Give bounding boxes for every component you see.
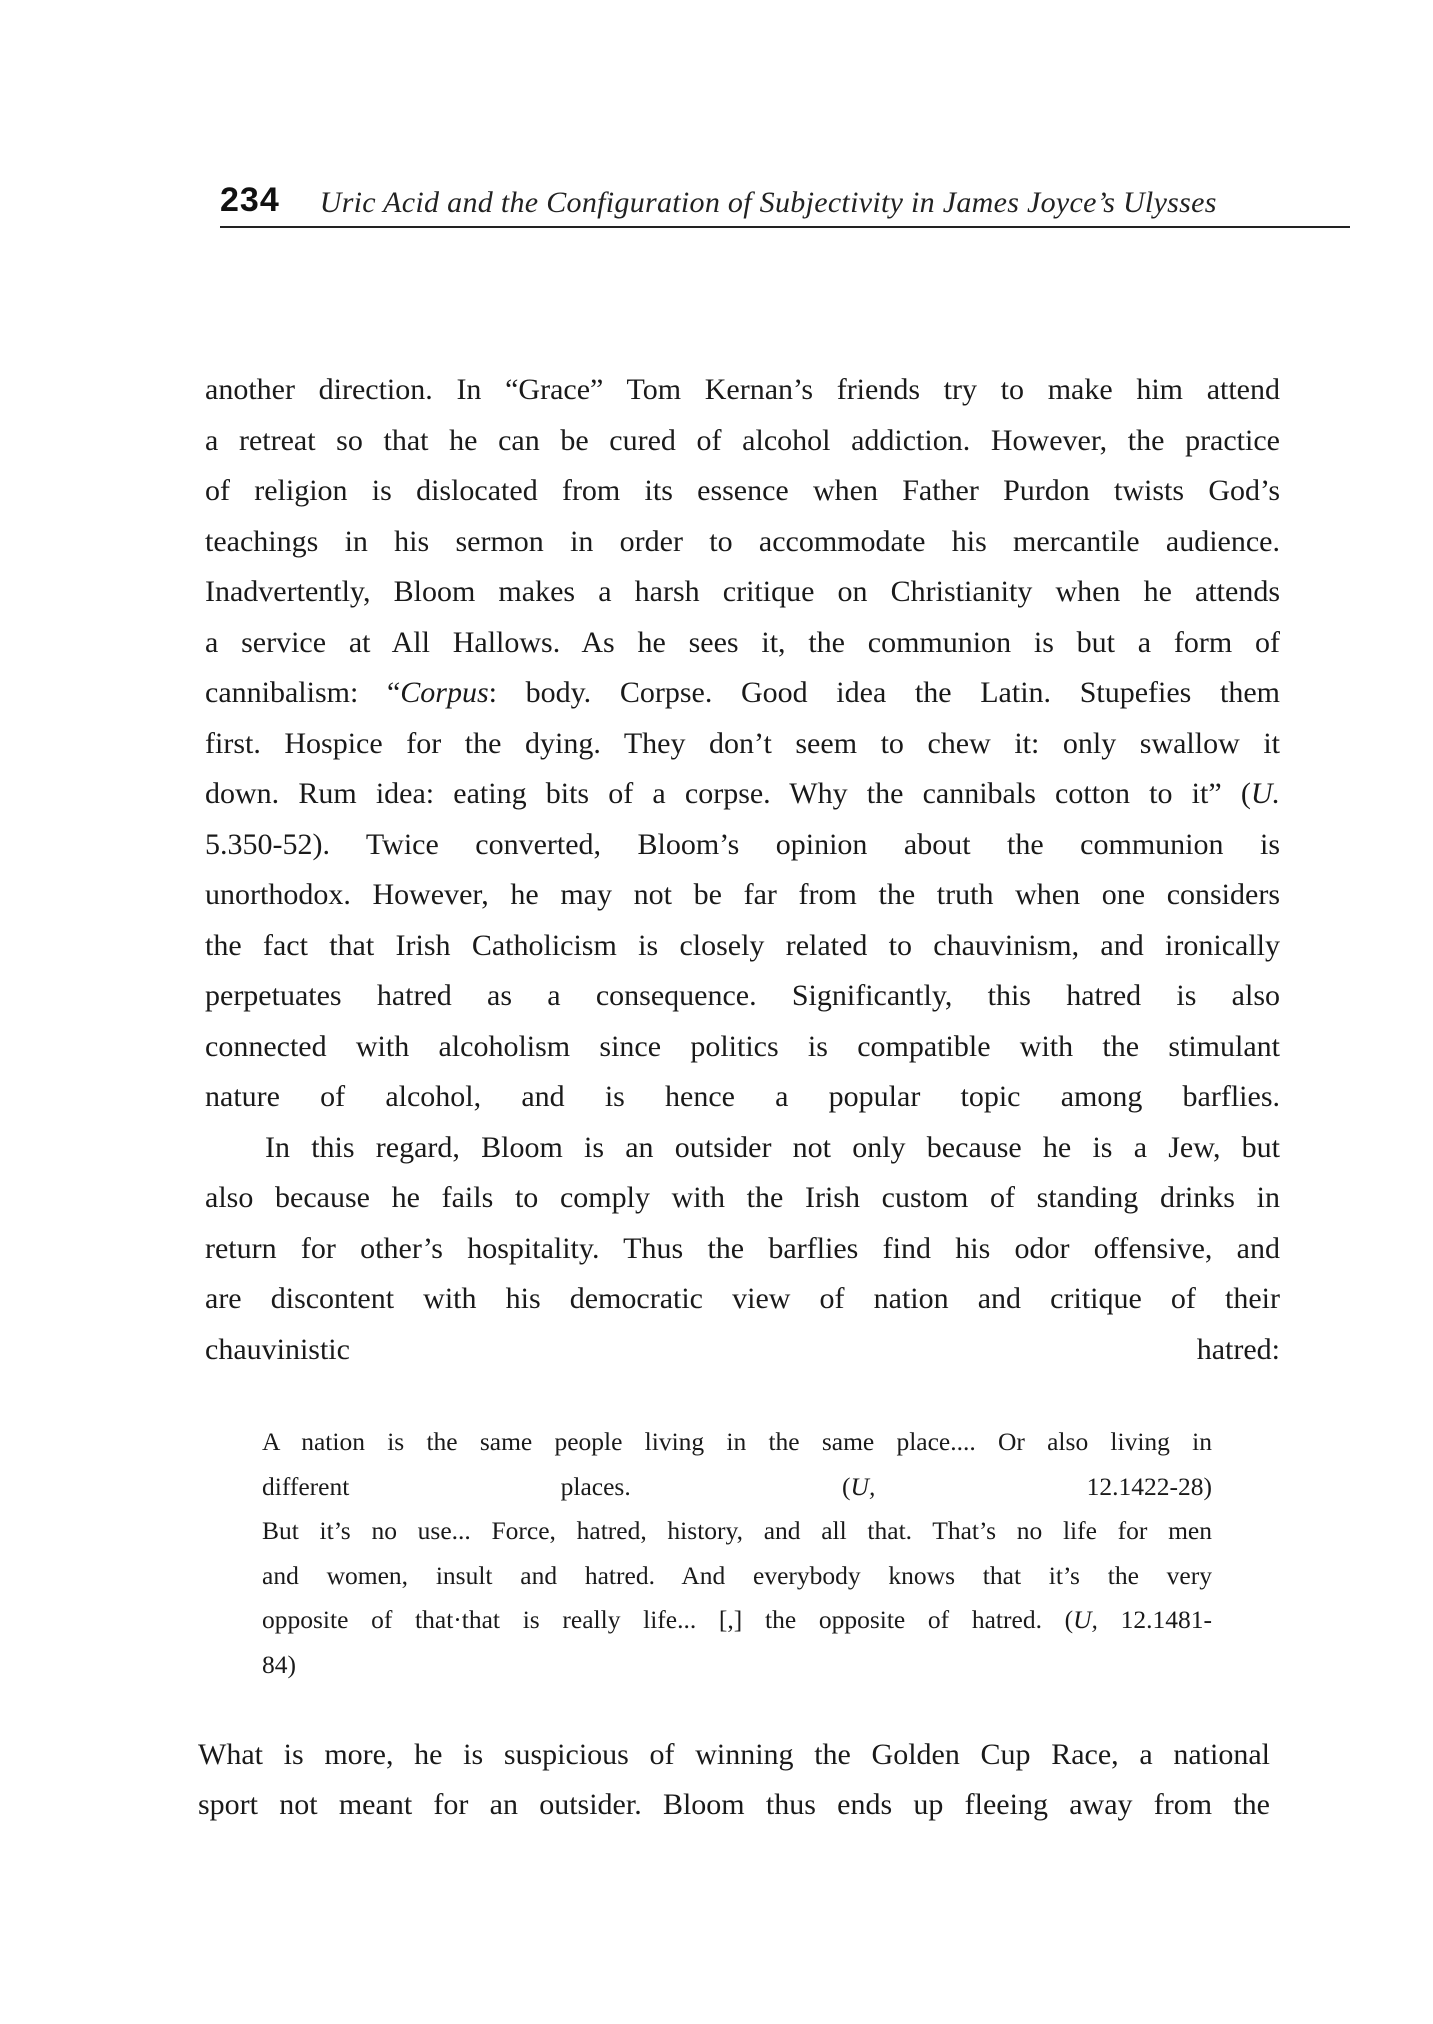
text-line: return for other’s hospitality. Thus the barflies find his odor offensive, and: [205, 1231, 1280, 1265]
text-fragment: 12.1422-28): [875, 1471, 1212, 1501]
quote-line: and women, insult and hatred. And everybody knows that it’s the very: [262, 1560, 1212, 1590]
block-quote: [262, 1420, 1212, 1687]
text-line: perpetuates hatred as a consequence. Significantly, this hatred is also: [205, 979, 1280, 1012]
text-line: Inadvertently, Bloom makes a harsh critique on Christianity when he attends: [205, 575, 1280, 608]
text-line: unorthodox. However, he may not be far from the truth when one considers: [205, 878, 1280, 911]
main-text: [205, 365, 1280, 1375]
italic-latin-word: Corpus: [400, 676, 489, 709]
text-line: 5.350-52). Twice converted, Bloom’s opinion about the communion is: [205, 827, 1280, 861]
quote-line: 84): [262, 1649, 296, 1679]
text-line: [205, 769, 1280, 820]
text-line: connected with alcoholism since politics is compatible with the stimulant: [205, 1029, 1280, 1063]
quote-line: [262, 1465, 1212, 1510]
paragraph-1: [205, 365, 1280, 1123]
text-line: a retreat so that he can be cured of alcohol addiction. However, the practice: [205, 423, 1280, 457]
text-line: In this regard, Bloom is an outsider not only because he is a Jew, but: [265, 1130, 1280, 1164]
main-text-continuation: [198, 1730, 1270, 1830]
text-fragment: different places. (: [262, 1471, 851, 1501]
text-fragment: 12.1481-: [1097, 1605, 1212, 1634]
citation-abbrev: U.: [1250, 777, 1280, 810]
quote-1: [262, 1420, 1212, 1509]
running-header: [220, 172, 1350, 228]
quote-line: A nation is the same people living in the same place.... Or also living in: [262, 1427, 1212, 1456]
text-line: [205, 668, 1280, 719]
paragraph-3: [198, 1730, 1270, 1830]
text-fragment: opposite of that·that is really life... [,] the opposite of hatred. (: [262, 1605, 1074, 1634]
page-number: 234: [220, 181, 280, 219]
text-line: chauvinistic hatred:: [205, 1332, 1280, 1366]
text-line: also because he fails to comply with the Irish custom of standing drinks in: [205, 1181, 1280, 1214]
text-line: are discontent with his democratic view of nation and critique of their: [205, 1282, 1280, 1315]
text-line: teachings in his sermon in order to accommodate his mercantile audience.: [205, 524, 1280, 558]
text-line: nature of alcohol, and is hence a popular topic among barflies.: [205, 1080, 1280, 1113]
text-line: a service at All Hallows. As he sees it, the communion is but a form of: [205, 625, 1280, 659]
text-line: What is more, he is suspicious of winning the Golden Cup Race, a national: [198, 1738, 1270, 1771]
citation-abbrev: U,: [850, 1471, 876, 1501]
running-title: Uric Acid and the Configuration of Subjectivity in James Joyce’s Ulysses: [319, 186, 1217, 219]
text-line: sport not meant for an outsider. Bloom thus ends up fleeing away from the: [198, 1788, 1270, 1821]
text-line: of religion is dislocated from its essence when Father Purdon twists God’s: [205, 474, 1280, 507]
text-line: first. Hospice for the dying. They don’t seem to chew it: only swallow it: [205, 726, 1280, 760]
quote-2: [262, 1509, 1212, 1687]
quote-line: But it’s no use... Force, hatred, history, and all that. That’s no life for men: [262, 1516, 1212, 1545]
text-line: another direction. In “Grace” Tom Kernan’s friends try to make him attend: [205, 373, 1280, 406]
text-fragment: down. Rum idea: eating bits of a corpse. Why the cannibals cotton to it” (: [205, 777, 1251, 810]
text-line: the fact that Irish Catholicism is closely related to chauvinism, and ironically: [205, 928, 1280, 962]
quote-line: [262, 1598, 1212, 1643]
paragraph-2: [205, 1123, 1280, 1376]
citation-abbrev: U,: [1073, 1605, 1098, 1634]
text-fragment: cannibalism: “: [205, 676, 401, 709]
text-fragment: : body. Corpse. Good idea the Latin. Stupefies them: [488, 676, 1280, 709]
